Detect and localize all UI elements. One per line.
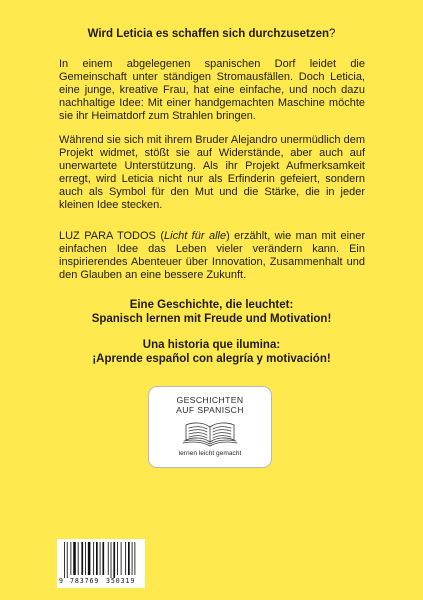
heading-question-mark: ? — [329, 28, 336, 40]
barcode-bar — [93, 542, 94, 575]
logo-line-1: GESCHICHTEN — [176, 395, 244, 405]
tagline-spanish-line-1: Una historia que ilumina: — [142, 339, 281, 351]
synopsis-paragraph-2: Während sie sich mit ihrem Bruder Alejandro unermüdlich dem Projekt widmet, stößt sie auf Widerstände, aber auch auf unerwartete Unterstützung. Als ihr Projekt Aufmerksamkeit erregt, wird Leticia nicht nur als Erfinderin gefeiert, sondern auch als Symbol für den Mut und die Stärke, die in jeder kleinen Idee stecken. — [59, 134, 365, 211]
tagline-spanish — [30, 338, 393, 366]
barcode-bar — [117, 542, 118, 575]
barcode-bar — [132, 542, 133, 575]
book-title-translation: Licht für alle — [164, 230, 227, 242]
tagline-german-line-2: Spanisch lernen mit Freude und Motivation! — [91, 313, 332, 325]
barcode-bar — [67, 542, 68, 578]
barcode-bar — [134, 542, 135, 575]
barcode-bar — [78, 542, 79, 575]
barcode-bar — [81, 542, 83, 575]
tagline-spanish-line-2: ¡Aprende español con alegría y motivación! — [92, 353, 331, 365]
barcode-bar — [102, 542, 104, 575]
barcode-bar — [73, 542, 76, 575]
synopsis-paragraph-3 — [59, 230, 365, 282]
barcode-bar — [125, 542, 126, 575]
barcode-bar — [128, 542, 130, 575]
logo-tagline: lernen leicht gemacht — [178, 450, 242, 457]
barcode-digit-first: 9 — [59, 577, 63, 585]
series-logo — [148, 386, 272, 468]
book-title: LUZ PARA TODOS — [59, 230, 156, 242]
barcode-bar — [108, 542, 109, 575]
barcode-bar — [111, 542, 112, 578]
barcode-bar — [113, 542, 115, 578]
tagline-german — [30, 298, 393, 326]
tagline-german-line-1: Eine Geschichte, die leuchtet: — [129, 299, 294, 311]
paragraph-rest: ) erzählt, wie man mit einer einfachen Idee das Leben vieler verändern kann. Ein inspirierendes Abenteuer über Innovation, Zusammenhalt und den Glauben an eine bessere Zukunft. — [59, 230, 366, 281]
isbn-barcode — [57, 539, 145, 588]
paren-open: ( — [155, 230, 165, 242]
open-book-icon — [181, 418, 239, 448]
barcode-digits-group-1: 783769 — [70, 577, 100, 585]
synopsis-paragraph-1: In einem abgelegenen spanischen Dorf leidet die Gemeinschaft unter ständigen Stromausfällen. Doch Leticia, eine junge, kreative Frau, hat eine einfache, und noch dazu nachhaltige Idee: Mit einer handgemachten Maschine möchte sie ihr Heimatdorf zum Strahlen bringen. — [59, 58, 365, 122]
barcode-digits-group-2: 350319 — [106, 577, 136, 585]
barcode-bar — [121, 542, 122, 575]
cover-question-heading — [30, 27, 393, 42]
barcode-bar — [64, 542, 65, 578]
barcode-bar — [96, 542, 98, 575]
barcode-bar — [85, 542, 86, 575]
barcode-bars — [60, 542, 142, 578]
barcode-bar — [70, 542, 71, 575]
logo-line-2: AUF SPANISCH — [176, 405, 244, 415]
barcode-bar — [88, 542, 91, 575]
heading-text: Wird Leticia es schaffen sich durchzusetzen — [87, 28, 330, 40]
barcode-bar — [100, 542, 101, 575]
